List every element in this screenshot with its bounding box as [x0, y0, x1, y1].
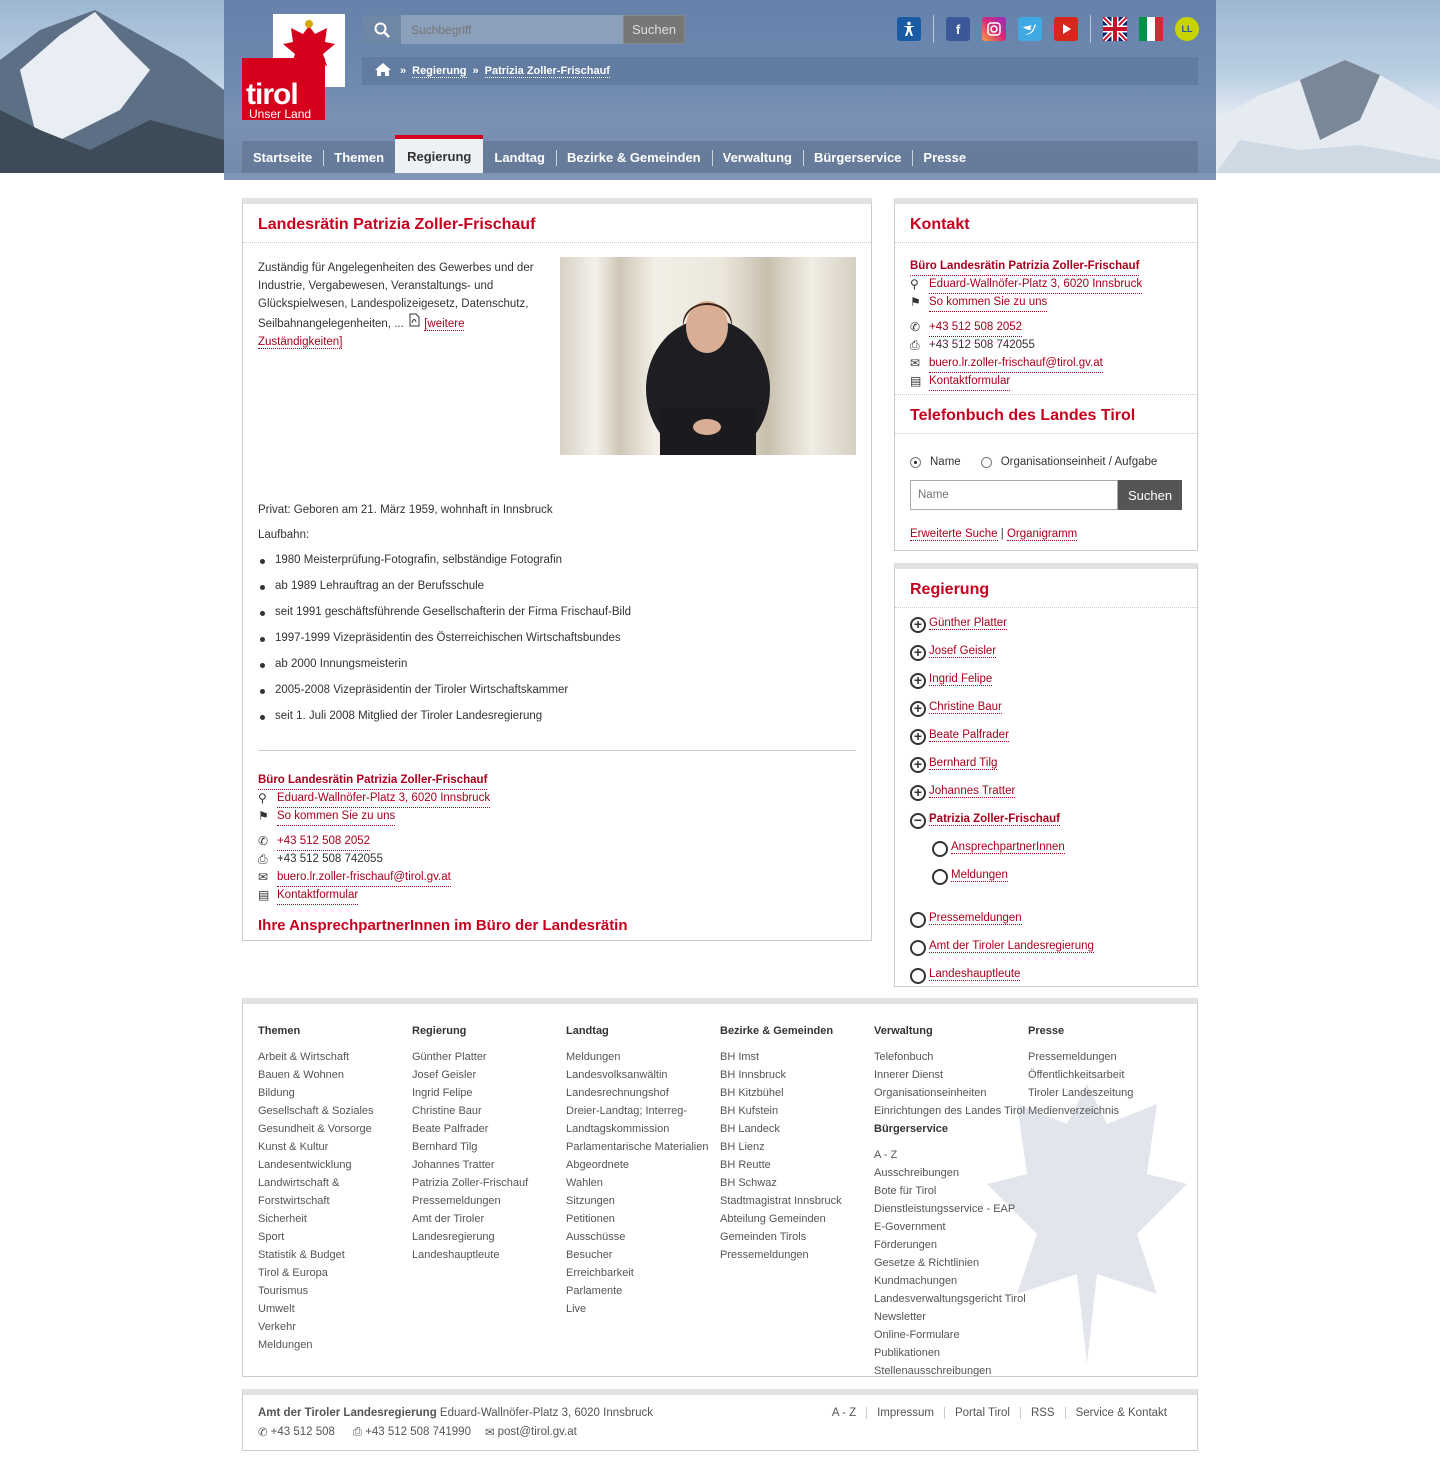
pdf-icon [407, 318, 424, 330]
contacts-heading: Ihre AnsprechpartnerInnen im Büro der Landesrätin [258, 917, 628, 934]
footer-link[interactable]: Beate Palfrader [412, 1123, 489, 1135]
easy-language-icon[interactable]: LL [1175, 17, 1199, 41]
footer-address-text: Eduard-Wallnöfer-Platz 3, 6020 Innsbruck [439, 1407, 653, 1419]
footer-link-rss[interactable]: RSS [1020, 1407, 1065, 1419]
phone-link[interactable]: +43 512 508 2052 [277, 832, 370, 851]
plus-icon[interactable]: + [910, 673, 926, 689]
footer-link[interactable]: Landtagskommission [566, 1123, 670, 1135]
government-box [894, 563, 1198, 987]
list-item [910, 729, 1094, 757]
footer-org-name: Amt der Tiroler Landesregierung [258, 1407, 437, 1419]
fax-icon: ⎙ [910, 338, 920, 352]
address-link[interactable]: Eduard-Wallnöfer-Platz 3, 6020 Innsbruck [277, 789, 490, 808]
logo-wordmark: tirol [246, 78, 298, 111]
list-item [910, 617, 1094, 645]
nav-bezirke-gemeinden[interactable]: Bezirke & Gemeinden [556, 141, 712, 173]
site-search [362, 15, 685, 44]
list-item [910, 757, 1094, 785]
footer-link[interactable]: BH Lienz [720, 1141, 765, 1153]
footer-col-landtag: Landtag Meldungen Landesvolksanwältin Landesrechnungshof Dreier-Landtag; Interreg- Landtagskommission Parlamentarische Materialien Abgeordnete Wahlen Sitzungen Petitionen Ausschüsse Besucher Erreichbarkeit Parlamente Live [566, 1022, 708, 1318]
footer-link[interactable]: Statistik & Budget [258, 1249, 345, 1261]
footer-link-portal[interactable]: Portal Tirol [944, 1407, 1020, 1419]
footer-link[interactable]: Gemeinden Tirols [720, 1231, 807, 1243]
sub-link[interactable]: Meldungen [951, 869, 1008, 881]
footer-link[interactable]: Christine Baur [412, 1105, 482, 1117]
footer-link[interactable]: Verkehr [258, 1321, 296, 1333]
career-list [258, 554, 631, 736]
circle-icon [910, 968, 926, 984]
footer-link[interactable]: BH Imst [720, 1051, 760, 1063]
phone-icon: ✆ [258, 834, 269, 848]
government-list [910, 617, 1094, 996]
footer-link[interactable]: Wahlen [566, 1177, 603, 1189]
chat-icon: ▤ [910, 374, 922, 388]
responsibilities-text: Zuständig für Angelegenheiten des Gewerbes und der Industrie, Vergabewesen, Veranstaltungs- und Glückspielwesen, Landespolizeigesetz, Datenschutz, Seilbahnangelegenheiten, ... [weitere Zuständigkeiten] [258, 262, 534, 348]
phonebook-search [910, 480, 1182, 510]
circle-icon [932, 869, 948, 885]
list-item [910, 968, 1094, 996]
breadcrumb-current[interactable]: Patrizia Zoller-Frischauf [484, 64, 610, 77]
footer-link[interactable]: Stadtmagistrat Innsbruck [720, 1195, 842, 1207]
footer-link[interactable]: Ausschüsse [566, 1231, 626, 1243]
phone-icon: ✆ [258, 1427, 268, 1439]
italian-flag-icon[interactable] [1139, 17, 1163, 41]
envelope-icon: ✉ [484, 1427, 495, 1439]
footer-link[interactable]: Dienstleistungsservice - EAP [874, 1203, 1016, 1215]
page-title: Landesrätin Patrizia Zoller-Frischauf [243, 204, 871, 243]
logo-tagline: Unser Land [249, 107, 312, 121]
footer-link[interactable]: Medienverzeichnis [1028, 1105, 1120, 1117]
nav-landtag[interactable]: Landtag [494, 149, 545, 165]
contact-form-link[interactable]: Kontaktformular [929, 372, 1010, 391]
member-link[interactable]: Beate Palfrader [929, 729, 1009, 741]
search-input[interactable] [401, 15, 623, 44]
footer-link[interactable]: Online-Formulare [874, 1329, 960, 1341]
english-flag-icon[interactable] [1103, 17, 1127, 41]
list-item [910, 912, 1094, 940]
signpost-icon: ⚑ [910, 295, 921, 309]
accessibility-icon[interactable] [897, 17, 921, 41]
footer-link[interactable]: Bernhard Tilg [412, 1141, 478, 1153]
nav-themen[interactable]: Themen [323, 141, 395, 173]
footer-link[interactable]: BH Kufstein [720, 1105, 779, 1117]
footer-link[interactable]: Tourismus [258, 1285, 309, 1297]
main-navigation [242, 141, 1198, 173]
member-link[interactable]: Bernhard Tilg [929, 757, 998, 769]
member-link[interactable]: Josef Geisler [929, 645, 997, 657]
radio-organisation-label: Organisationseinheit / Aufgabe [1000, 456, 1158, 468]
radio-organisation[interactable] [981, 457, 992, 468]
nav-buergerservice[interactable]: Bürgerservice [803, 141, 912, 173]
envelope-icon: ✉ [910, 356, 921, 370]
footer-link[interactable]: Besucher [566, 1249, 613, 1261]
list-item [910, 701, 1094, 729]
footer-link[interactable]: Günther Platter [412, 1051, 487, 1063]
footer-link[interactable]: Sicherheit [258, 1213, 307, 1225]
footer-link[interactable]: Bote für Tirol [874, 1185, 937, 1197]
list-item: ab 2000 Innungsmeisterin [258, 658, 631, 684]
search-icon[interactable] [362, 15, 401, 44]
government-title: Regierung [895, 569, 1197, 608]
footer-link[interactable]: Parlamentarische Materialien [566, 1141, 709, 1153]
footer-link[interactable]: Sport [258, 1231, 285, 1243]
footer-col-regierung: Regierung Günther Platter Josef Geisler Ingrid Felipe Christine Baur Beate Palfrader Bernhard Tilg Johannes Tratter Patrizia Zoller-Frischauf Pressemeldungen Amt der Tiroler Landesregierung Landeshauptleute [412, 1022, 528, 1264]
footer-link[interactable]: Pressemeldungen [720, 1249, 809, 1261]
footer-link[interactable]: Arbeit & Wirtschaft [258, 1051, 350, 1063]
phonebook-links: Erweiterte Suche | Organigramm [910, 528, 1078, 540]
footer-fax: +43 512 508 741990 [365, 1426, 471, 1438]
contact-form-link[interactable]: Kontaktformular [277, 886, 358, 905]
circle-icon [932, 841, 948, 857]
email-link[interactable]: buero.lr.zoller-frischauf@tirol.gv.at [929, 354, 1103, 373]
footer-link[interactable]: Sitzungen [566, 1195, 615, 1207]
footer-link[interactable]: Pressemeldungen [1028, 1051, 1117, 1063]
phonebook-name-input[interactable] [910, 480, 1118, 510]
organigram-link[interactable]: Organigramm [1006, 528, 1078, 540]
youtube-icon[interactable] [1054, 17, 1078, 41]
footer-sitemap [242, 998, 1198, 1377]
location-pin-icon: ⚲ [258, 791, 267, 805]
footer-link[interactable]: Landesrechnungshof [566, 1087, 669, 1099]
facebook-icon[interactable]: f [946, 17, 970, 41]
list-item: seit 1991 geschäftsführende Gesellschafterin der Firma Frischauf-Bild [258, 606, 631, 632]
contact-box [894, 198, 1198, 551]
footer-phone: +43 512 508 [270, 1426, 335, 1438]
footer-link[interactable]: Landesverwaltungsgericht Tirol [874, 1293, 1026, 1305]
footer-link[interactable]: Förderungen [874, 1239, 937, 1251]
envelope-icon: ✉ [258, 870, 269, 884]
footer-address [258, 1407, 653, 1419]
footer-link[interactable]: Telefonbuch [874, 1051, 934, 1063]
email-link[interactable]: buero.lr.zoller-frischauf@tirol.gv.at [277, 868, 451, 887]
footer-link[interactable]: Meldungen [258, 1339, 313, 1351]
footer-link[interactable]: Landesentwicklung [258, 1159, 352, 1171]
footer-link[interactable]: Live [566, 1303, 587, 1315]
main-content [242, 198, 872, 941]
radio-name-label: Name [930, 456, 961, 468]
list-item: 1980 Meisterprüfung-Fotografin, selbständige Fotografin [258, 554, 631, 580]
sidebar-office-contact [910, 257, 1142, 390]
fax-icon: ⎙ [352, 1425, 363, 1438]
list-item: seit 1. Juli 2008 Mitglied der Tiroler Landesregierung [258, 710, 631, 736]
phone-icon: ✆ [910, 320, 921, 334]
list-item [910, 841, 1094, 869]
career-label: Laufbahn: [258, 529, 310, 541]
list-item [910, 673, 1094, 701]
footer-contact [258, 1425, 577, 1439]
footer-link[interactable]: E-Government [874, 1221, 946, 1233]
footer-link[interactable]: Umwelt [258, 1303, 295, 1315]
phonebook-search-button[interactable]: Suchen [1118, 480, 1182, 510]
sub-link[interactable]: AnsprechpartnerInnen [951, 841, 1065, 853]
directions-link[interactable]: So kommen Sie zu uns [277, 807, 395, 826]
member-link[interactable]: Günther Platter [929, 617, 1007, 629]
footer-link[interactable]: Landwirtschaft & [258, 1177, 340, 1189]
radio-name[interactable] [910, 457, 921, 468]
instagram-icon[interactable] [982, 17, 1006, 41]
footer-link[interactable]: Organisationseinheiten [874, 1087, 987, 1099]
fax-icon: ⎙ [258, 852, 268, 866]
footer-link[interactable]: Gesellschaft & Soziales [258, 1105, 374, 1117]
twitter-icon[interactable] [1018, 17, 1042, 41]
footer-link[interactable]: Abgeordnete [566, 1159, 629, 1171]
phone-link[interactable]: +43 512 508 2052 [929, 318, 1022, 337]
plus-icon[interactable]: + [910, 785, 926, 801]
footer-link[interactable]: Bildung [258, 1087, 295, 1099]
chat-icon: ▤ [258, 888, 270, 902]
footer-link[interactable]: Meldungen [566, 1051, 621, 1063]
circle-icon [910, 912, 926, 928]
tirol-logo[interactable] [242, 14, 345, 120]
nav-presse[interactable]: Presse [912, 141, 977, 173]
footer-link[interactable]: Einrichtungen des Landes Tirol [874, 1105, 1026, 1117]
footer-link[interactable]: BH Innsbruck [720, 1069, 787, 1081]
footer-link[interactable]: Newsletter [874, 1311, 926, 1323]
footer-bottom-bar [242, 1389, 1198, 1451]
footer-link[interactable]: Dreier-Landtag; Interreg- [566, 1105, 688, 1117]
directions-link[interactable]: So kommen Sie zu uns [929, 293, 1047, 312]
plus-icon[interactable]: + [910, 617, 926, 633]
minus-icon[interactable]: − [910, 813, 926, 829]
breadcrumb-regierung[interactable]: Regierung [412, 64, 467, 77]
footer-link[interactable]: Patrizia Zoller-Frischauf [412, 1177, 529, 1189]
list-item [910, 940, 1094, 968]
footer-link[interactable]: Josef Geisler [412, 1069, 477, 1081]
home-icon[interactable] [374, 62, 392, 80]
plus-icon[interactable]: + [910, 701, 926, 717]
list-item [910, 869, 1094, 897]
more-responsibilities-link[interactable]: [weitere Zuständigkeiten] [258, 318, 465, 348]
footer-link[interactable]: Petitionen [566, 1213, 615, 1225]
phonebook-title: Telefonbuch des Landes Tirol [895, 394, 1197, 434]
list-item: 1997-1999 Vizepräsidentin des Österreichischen Wirtschaftsbundes [258, 632, 631, 658]
current-member-link[interactable]: Patrizia Zoller-Frischauf [929, 813, 1061, 825]
address-link[interactable]: Eduard-Wallnöfer-Platz 3, 6020 Innsbruck [929, 275, 1142, 294]
signpost-icon: ⚑ [258, 809, 269, 823]
footer-link[interactable]: Landesvolksanwältin [566, 1069, 668, 1081]
search-button[interactable]: Suchen [623, 15, 685, 44]
member-link[interactable]: Ingrid Felipe [929, 673, 993, 685]
breadcrumb: » Regierung » Patrizia Zoller-Frischauf [362, 57, 1198, 85]
footer-col-presse: Presse Pressemeldungen Öffentlichkeitsarbeit Tiroler Landeszeitung Medienverzeichnis [1028, 1022, 1133, 1120]
contact-title: Kontakt [895, 204, 1197, 243]
footer-link[interactable]: BH Landeck [720, 1123, 780, 1135]
footer-link[interactable]: Abteilung Gemeinden [720, 1213, 826, 1225]
footer-links [822, 1407, 1177, 1419]
nav-regierung[interactable]: Regierung [395, 135, 483, 173]
nav-startseite[interactable]: Startseite [253, 149, 313, 165]
footer-link[interactable]: Ausschreibungen [874, 1167, 960, 1179]
footer-col-bezirke: Bezirke & Gemeinden BH Imst BH Innsbruck BH Kitzbühel BH Kufstein BH Landeck BH Lienz BH Reutte BH Schwaz Stadtmagistrat Innsbruck Abteilung Gemeinden Gemeinden Tirols Pressemeldungen [720, 1022, 842, 1264]
nav-verwaltung[interactable]: Verwaltung [712, 141, 803, 173]
list-item: 2005-2008 Vizepräsidentin der Tiroler Wirtschaftskammer [258, 684, 631, 710]
footer-link[interactable]: Bauen & Wohnen [258, 1069, 345, 1081]
footer-link-impressum[interactable]: Impressum [866, 1407, 944, 1419]
office-name-link[interactable]: Büro Landesrätin Patrizia Zoller-Frischauf [258, 771, 487, 790]
footer-link[interactable]: Kundmachungen [874, 1275, 958, 1287]
footer-link[interactable]: Forstwirtschaft [258, 1195, 330, 1207]
footer-link[interactable]: Ingrid Felipe [412, 1087, 473, 1099]
social-icons [897, 16, 1211, 42]
member-link[interactable]: Johannes Tratter [929, 785, 1016, 797]
footer-link[interactable]: A - Z [874, 1149, 898, 1161]
footer-link[interactable]: Tiroler Landeszeitung [1028, 1087, 1134, 1099]
footer-link[interactable]: Innerer Dienst [874, 1069, 944, 1081]
location-pin-icon: ⚲ [910, 277, 919, 291]
footer-link[interactable]: BH Reutte [720, 1159, 771, 1171]
list-item: ab 1989 Lehrauftrag an der Berufsschule [258, 580, 631, 606]
footer-link[interactable]: Öffentlichkeitsarbeit [1028, 1069, 1125, 1081]
office-contact [258, 771, 490, 904]
footer-link[interactable]: Pressemeldungen [412, 1195, 501, 1207]
footer-email[interactable]: post@tirol.gv.at [497, 1426, 577, 1438]
plus-icon[interactable]: + [910, 757, 926, 773]
other-link[interactable]: Amt der Tiroler Landesregierung [929, 940, 1094, 952]
footer-link-az[interactable]: A - Z [831, 1407, 857, 1419]
plus-icon[interactable]: + [910, 645, 926, 661]
footer-link[interactable]: Gesundheit & Vorsorge [258, 1123, 372, 1135]
footer-col-themen: Themen Arbeit & Wirtschaft Bauen & Wohnen Bildung Gesellschaft & Soziales Gesundheit & Vorsorge Kunst & Kultur Landesentwicklung Landwirtschaft & Forstwirtschaft Sicherheit Sport Statistik & Budget Tirol & Europa Tourismus Umwelt Verkehr Meldungen [258, 1022, 374, 1354]
footer-link[interactable]: BH Schwaz [720, 1177, 777, 1189]
list-item [910, 645, 1094, 673]
other-link[interactable]: Landeshauptleute [929, 968, 1021, 980]
footer-link[interactable]: Gesetze & Richtlinien [874, 1257, 980, 1269]
plus-icon[interactable]: + [910, 729, 926, 745]
footer-link[interactable]: Landesregierung [412, 1231, 495, 1243]
phonebook-search-type [910, 456, 1157, 468]
footer-link[interactable]: Kunst & Kultur [258, 1141, 329, 1153]
circle-icon [910, 940, 926, 956]
member-link[interactable]: Christine Baur [929, 701, 1002, 713]
footer-link[interactable]: Stellenausschreibungen [874, 1365, 992, 1377]
footer-link[interactable]: Erreichbarkeit [566, 1267, 634, 1279]
footer-link[interactable]: Publikationen [874, 1347, 941, 1359]
footer-link-service[interactable]: Service & Kontakt [1065, 1407, 1177, 1419]
advanced-search-link[interactable]: Erweiterte Suche [910, 528, 998, 540]
footer-col-verwaltung: Verwaltung Telefonbuch Innerer Dienst Organisationseinheiten Einrichtungen des Landes Tirol Bürgerservice A - Z Ausschreibungen Bote für Tirol Dienstleistungsservice - EAP E-Government Förderungen Gesetze & Richtlinien Kundmachungen Landesverwaltungsgericht Tirol Newsletter Online-Formulare Publikationen Stellenausschreibungen [874, 1022, 1026, 1377]
footer-link[interactable]: Landeshauptleute [412, 1249, 500, 1261]
footer-link[interactable]: Parlamente [566, 1285, 623, 1297]
footer-link[interactable]: Amt der Tiroler [412, 1213, 485, 1225]
portrait-photo [560, 257, 856, 455]
footer-link[interactable]: BH Kitzbühel [720, 1087, 784, 1099]
fax-number: +43 512 508 742055 [277, 853, 383, 865]
fax-number: +43 512 508 742055 [929, 339, 1035, 351]
divider [258, 750, 856, 751]
list-item [910, 785, 1094, 813]
list-item [910, 813, 1094, 841]
other-link[interactable]: Pressemeldungen [929, 912, 1022, 924]
office-name-link[interactable]: Büro Landesrätin Patrizia Zoller-Frischauf [910, 257, 1139, 276]
footer-link[interactable]: Johannes Tratter [412, 1159, 495, 1171]
private-info: Privat: Geboren am 21. März 1959, wohnhaft in Innsbruck [258, 504, 553, 516]
footer-link[interactable]: Tirol & Europa [258, 1267, 328, 1279]
